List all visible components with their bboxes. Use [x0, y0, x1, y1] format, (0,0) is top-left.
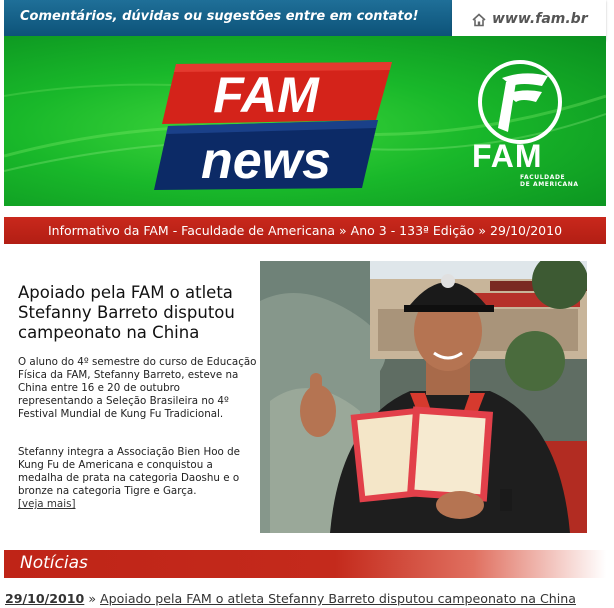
news-item-separator: » [84, 591, 101, 606]
fam-news-logo[interactable] [154, 60, 394, 192]
site-link[interactable] [452, 0, 606, 40]
news-item-link[interactable]: Apoiado pela FAM o atleta Stefanny Barreto disputou campeonato na China [100, 591, 576, 606]
brand-subtitle-line1: FACULDADE [520, 174, 566, 181]
site-url[interactable]: www.fam.br [492, 11, 588, 27]
brand-subtitle [520, 174, 590, 188]
news-section-title: Notícias [20, 553, 88, 573]
article-paragraph-1: O aluno do 4º semestre do curso de Educação Física da FAM, Stefanny Barreto, esteve na China entre 16 e 20 de outubro representando a Seleção Brasileira no 4º Festival Mundial de Kung Fu Tradicional. [18, 356, 257, 420]
fam-emblem-icon [472, 54, 568, 150]
news-section-bar [4, 550, 606, 578]
article-title[interactable]: Apoiado pela FAM o atleta Stefanny Barreto disputou campeonato na China [18, 283, 235, 342]
brand-name: FAM [472, 138, 543, 174]
logo-fam-text: FAM [213, 67, 319, 123]
edition-info-bar: Informativo da FAM - Faculdade de Americana » Ano 3 - 133ª Edição » 29/10/2010 [4, 217, 606, 244]
article-photo[interactable] [260, 261, 587, 533]
news-item-date[interactable]: 29/10/2010 [5, 591, 85, 606]
news-list-item [5, 591, 609, 606]
logo-news-text: news [200, 132, 332, 190]
header-banner [4, 36, 606, 206]
brand-subtitle-line2: DE AMERICANA [520, 181, 579, 188]
contact-message[interactable]: Comentários, dúvidas ou sugestões entre em contato! [20, 9, 419, 24]
article-paragraph-2: Stefanny integra a Associação Bien Hoo de Kung Fu de Americana e conquistou a medalha de prata na categoria Daoshu e o bronze na categoria Tigre e Garça. [18, 446, 240, 497]
home-icon [472, 13, 486, 27]
read-more-link[interactable]: [veja mais] [18, 498, 76, 510]
